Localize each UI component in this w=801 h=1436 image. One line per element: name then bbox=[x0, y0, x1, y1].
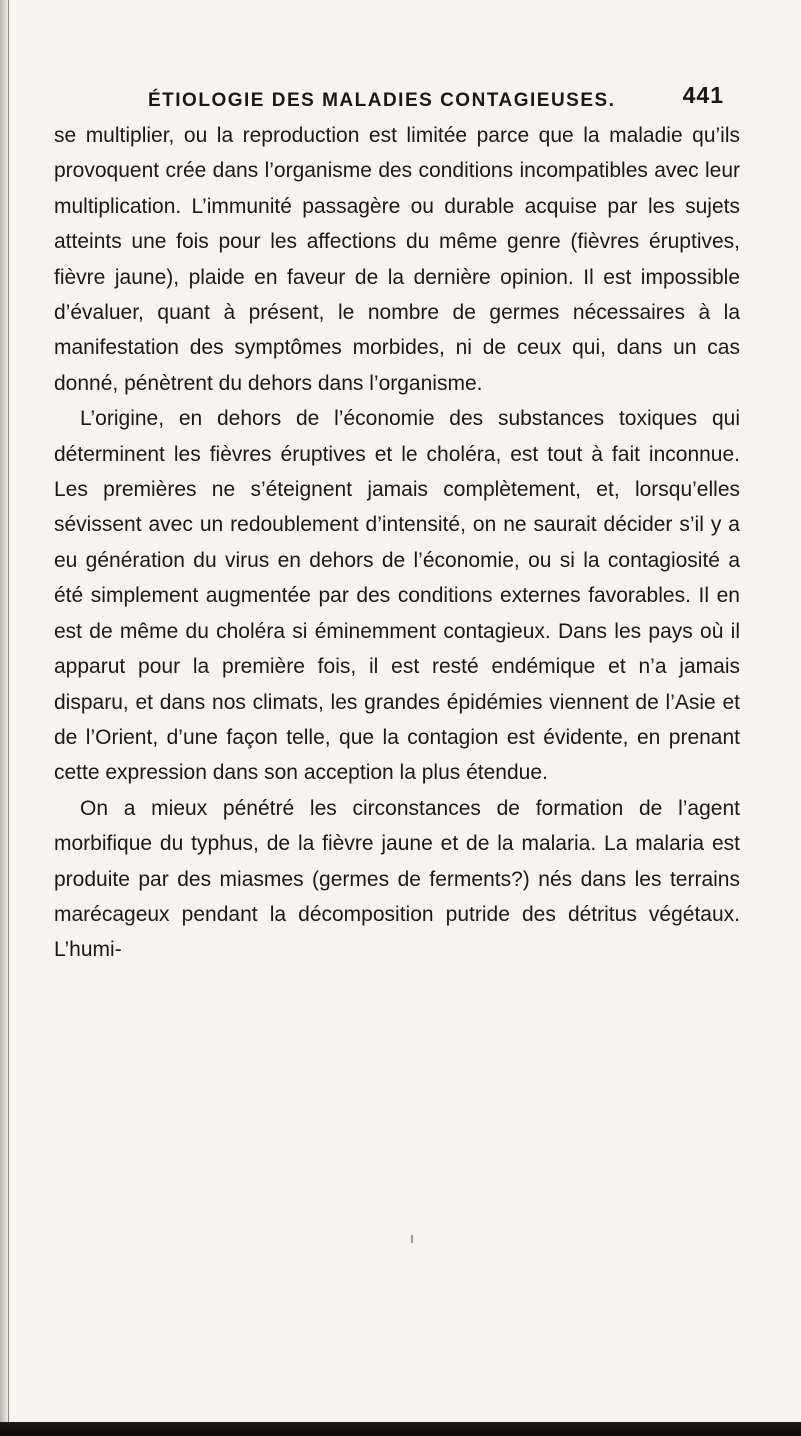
running-header bbox=[148, 82, 728, 122]
paragraph-1: se multiplier, ou la reproduction est limitée parce que la maladie qu’ils provoquent crée dans l’organisme des conditions incompatibles avec leur multiplication. L’immunité passagère ou durable acquise par les sujets atteints une fois pour les affections du même genre (fièvres éruptives, fièvre jaune), plaide en faveur de la dernière opinion. Il est impossible d’évaluer, quant à présent, le nombre de germes nécessaires à la manifestation des symptômes morbides, ni de ceux qui, dans un cas donné, pénètrent du dehors dans l’organisme. bbox=[54, 124, 740, 395]
paper-speck bbox=[411, 1235, 413, 1243]
page-edge-line bbox=[8, 0, 9, 1436]
paragraph-2: L’origine, en dehors de l’économie des substances toxiques qui déterminent les fièvres éruptives et le choléra, est tout à fait inconnue. Les premières ne s’éteignent jamais complètement, et, lorsqu’elles sévissent avec un redoublement d’intensité, on ne saurait décider s’il y a eu génération du virus en dehors de l’économie, ou si la contagiosité a été simplement augmentée par des conditions externes favorables. Il en est de même du choléra si éminemment contagieux. Dans les pays où il apparut pour la première fois, il est resté endémique et n’a jamais disparu, et dans nos climats, les grandes épidémies viennent de l’Asie et de l’Orient, d’une façon telle, que la contagion est évidente, en prenant cette expression dans son acception la plus étendue. bbox=[54, 407, 740, 785]
body-text bbox=[54, 118, 740, 968]
paragraph-3: On a mieux pénétré les circonstances de formation de l’agent morbifique du typhus, de la fièvre jaune et de la malaria. La malaria est produite par des miasmes (germes de ferments?) nés dans les terrains marécageux pendant la décomposition putride des détritus végétaux. L’humi- bbox=[54, 796, 740, 962]
running-title: ÉTIOLOGIE DES MALADIES CONTAGIEUSES. bbox=[148, 90, 616, 111]
page-number: 441 bbox=[682, 82, 724, 108]
page-bottom-edge bbox=[0, 1422, 801, 1436]
